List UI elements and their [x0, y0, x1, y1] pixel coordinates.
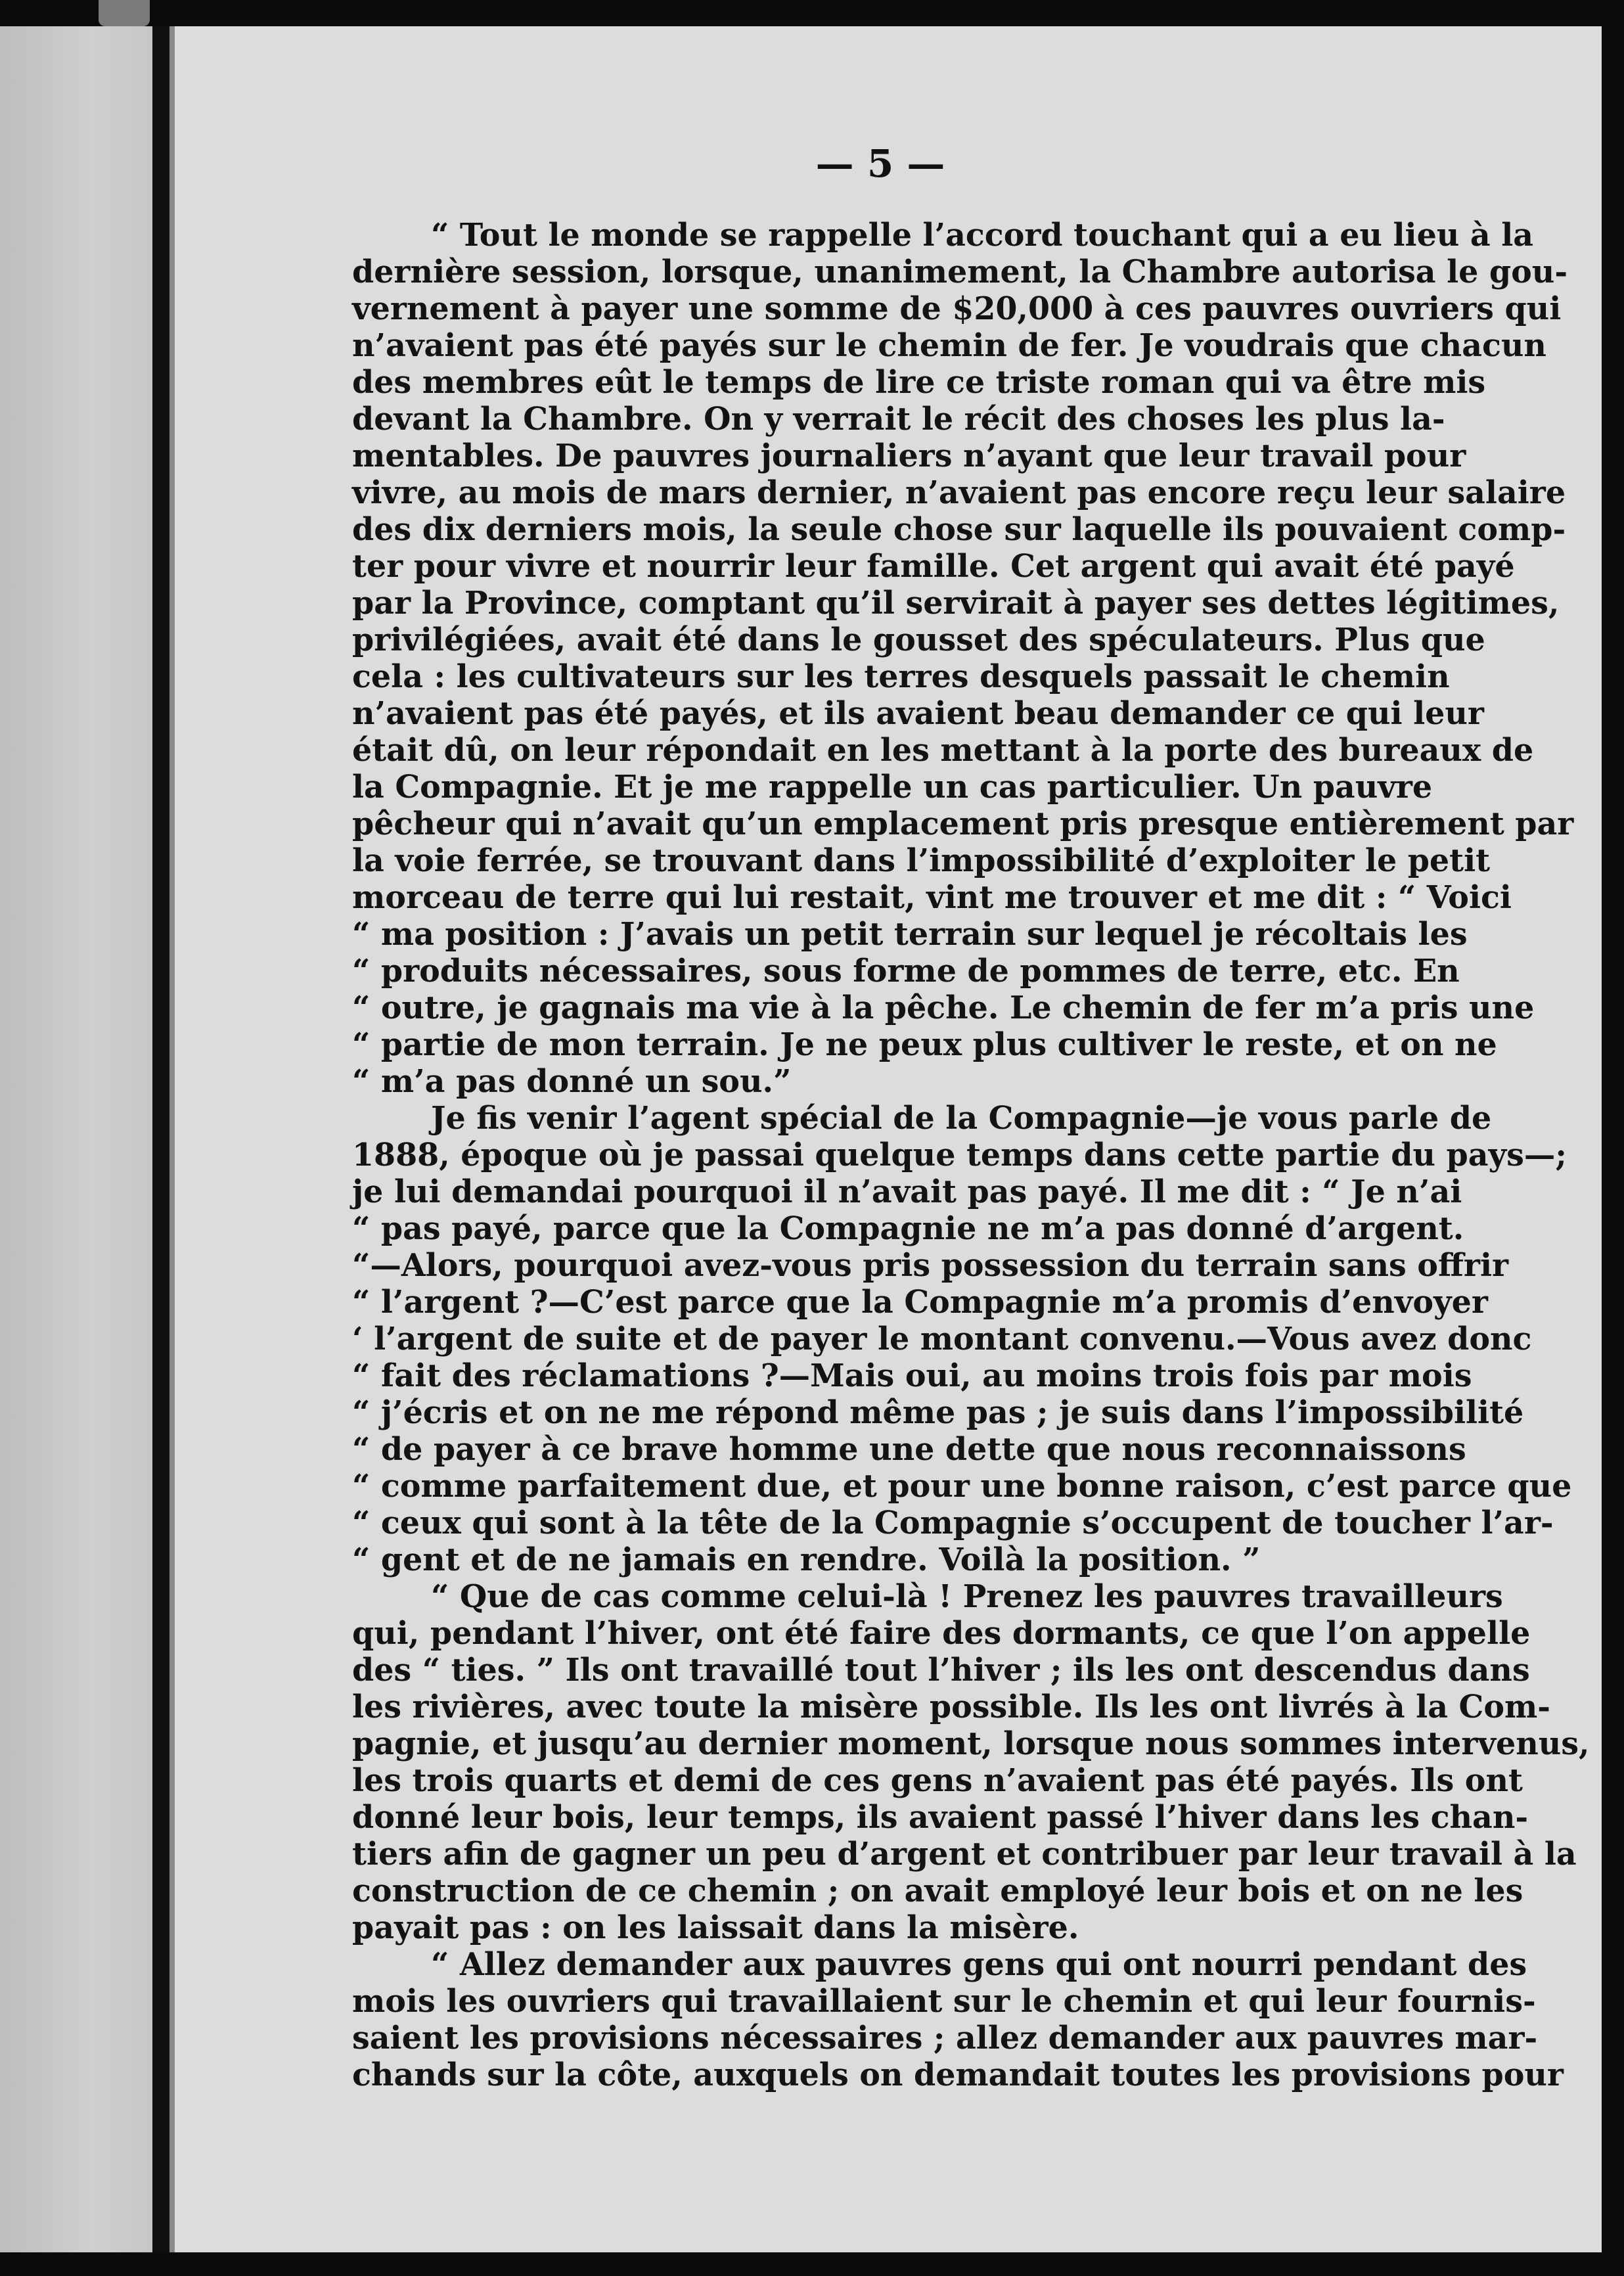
- text-line: 1888, époque où je passai quelque temps dans cette partie du pays—;: [352, 1137, 1567, 1173]
- text-line: “ j’écris et on ne me répond même pas ; je suis dans l’impossibilité: [352, 1394, 1524, 1431]
- text-line: n’avaient pas été payés sur le chemin de fer. Je voudrais que chacun: [352, 327, 1546, 364]
- text-line: Je fis venir l’agent spécial de la Compagnie—je vous parle de: [431, 1100, 1492, 1137]
- text-line: était dû, on leur répondait en les mettant à la porte des bureaux de: [352, 732, 1534, 769]
- text-line: des membres eût le temps de lire ce triste roman qui va être mis: [352, 364, 1486, 401]
- text-line: cela : les cultivateurs sur les terres desquels passait le chemin: [352, 658, 1450, 695]
- text-line: qui, pendant l’hiver, ont été faire des dormants, ce que l’on appelle: [352, 1615, 1531, 1652]
- text-line: devant la Chambre. On y verrait le récit des choses les plus la-: [352, 401, 1445, 438]
- text-line: la voie ferrée, se trouvant dans l’impossibilité d’exploiter le petit: [352, 842, 1491, 879]
- text-line: morceau de terre qui lui restait, vint me trouver et me dit : “ Voici: [352, 879, 1512, 916]
- text-line: saient les provisions nécessaires ; allez demander aux pauvres mar-: [352, 2020, 1538, 2057]
- text-line: par la Province, comptant qu’il servirait à payer ses dettes légitimes,: [352, 585, 1560, 622]
- text-line: des dix derniers mois, la seule chose sur laquelle ils pouvaient comp-: [352, 511, 1566, 548]
- text-line: pagnie, et jusqu’au dernier moment, lorsque nous sommes intervenus,: [352, 1725, 1590, 1762]
- scan-bottom-border: [0, 2252, 1624, 2276]
- body-text: [352, 217, 1590, 2093]
- text-line: donné leur bois, leur temps, ils avaient passé l’hiver dans les chan-: [352, 1799, 1529, 1836]
- text-line: “ pas payé, parce que la Compagnie ne m’a pas donné d’argent.: [352, 1210, 1464, 1247]
- text-line: tiers afin de gagner un peu d’argent et contribuer par leur travail à la: [352, 1836, 1577, 1873]
- text-line: “ outre, je gagnais ma vie à la pêche. Le chemin de fer m’a pris une: [352, 990, 1535, 1026]
- text-line: vernement à payer une somme de $20,000 à ces pauvres ouvriers qui: [352, 290, 1562, 327]
- text-line: mois les ouvriers qui travaillaient sur le chemin et qui leur fournis-: [352, 1983, 1536, 2020]
- text-line: ter pour vivre et nourrir leur famille. Cet argent qui avait été payé: [352, 548, 1515, 585]
- text-line: “ produits nécessaires, sous forme de pommes de terre, etc. En: [352, 953, 1460, 990]
- page-number: — 5 —: [815, 141, 945, 186]
- text-line: “ fait des réclamations ?—Mais oui, au moins trois fois par mois: [352, 1357, 1472, 1394]
- text-line: “ comme parfaitement due, et pour une bonne raison, c’est parce que: [352, 1468, 1572, 1505]
- text-line: ‘ l’argent de suite et de payer le montant convenu.—Vous avez donc: [352, 1321, 1532, 1357]
- scan-right-border: [1602, 0, 1624, 2276]
- text-line: “ partie de mon terrain. Je ne peux plus cultiver le reste, et on ne: [352, 1026, 1497, 1063]
- text-line: la Compagnie. Et je me rappelle un cas particulier. Un pauvre: [352, 769, 1433, 806]
- text-line: n’avaient pas été payés, et ils avaient beau demander ce qui leur: [352, 695, 1484, 732]
- text-line: “ gent et de ne jamais en rendre. Voilà la position. ”: [352, 1541, 1261, 1578]
- text-line: les rivières, avec toute la misère possible. Ils les ont livrés à la Com-: [352, 1689, 1550, 1725]
- text-line: “ l’argent ?—C’est parce que la Compagnie m’a promis d’envoyer: [352, 1284, 1488, 1321]
- text-line: dernière session, lorsque, unanimement, la Chambre autorisa le gou-: [352, 254, 1568, 290]
- text-line: pêcheur qui n’avait qu’un emplacement pris presque entièrement par: [352, 806, 1574, 842]
- text-line: “ ma position : J’avais un petit terrain sur lequel je récoltais les: [352, 916, 1468, 953]
- text-line: des “ ties. ” Ils ont travaillé tout l’hiver ; ils les ont descendus dans: [352, 1652, 1530, 1689]
- binding-spine: [152, 26, 169, 2252]
- text-line: “ ceux qui sont à la tête de la Compagnie s’occupent de toucher l’ar-: [352, 1505, 1554, 1541]
- scan-top-border: [0, 0, 1624, 26]
- text-line: “—Alors, pourquoi avez-vous pris possession du terrain sans offrir: [352, 1247, 1509, 1284]
- binder-clip: [99, 0, 150, 26]
- left-page-margin: [0, 26, 152, 2252]
- text-line: privilégiées, avait été dans le gousset des spéculateurs. Plus que: [352, 622, 1485, 658]
- text-line: vivre, au mois de mars dernier, n’avaient pas encore reçu leur salaire: [352, 474, 1566, 511]
- text-line: “ Allez demander aux pauvres gens qui ont nourri pendant des: [431, 1946, 1527, 1983]
- text-line: “ de payer à ce brave homme une dette que nous reconnaissons: [352, 1431, 1466, 1468]
- text-line: les trois quarts et demi de ces gens n’avaient pas été payés. Ils ont: [352, 1762, 1523, 1799]
- text-line: “ Tout le monde se rappelle l’accord touchant qui a eu lieu à la: [431, 217, 1534, 254]
- text-line: “ Que de cas comme celui-là ! Prenez les pauvres travailleurs: [431, 1578, 1503, 1615]
- text-line: construction de ce chemin ; on avait employé leur bois et on ne les: [352, 1873, 1523, 1909]
- text-line: chands sur la côte, auxquels on demandait toutes les provisions pour: [352, 2057, 1564, 2093]
- text-line: je lui demandai pourquoi il n’avait pas payé. Il me dit : “ Je n’ai: [352, 1173, 1462, 1210]
- binding-shadow: [169, 26, 175, 2252]
- text-line: payait pas : on les laissait dans la misère.: [352, 1909, 1079, 1946]
- text-line: mentables. De pauvres journaliers n’ayant que leur travail pour: [352, 438, 1466, 474]
- text-line: “ m’a pas donné un sou.”: [352, 1063, 792, 1100]
